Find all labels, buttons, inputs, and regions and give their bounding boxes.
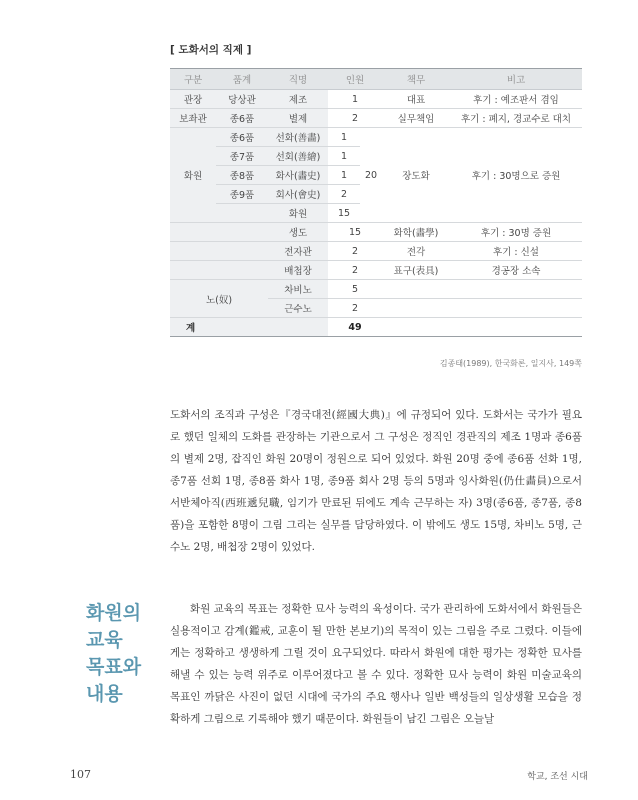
cell: 후기 : 예조판서 겸임 <box>450 90 582 109</box>
table-source: 김종태(1989), 한국화론, 일지사, 149쪽 <box>439 359 582 368</box>
cell: 2 <box>328 299 382 318</box>
cell: 경공장 소속 <box>450 261 582 280</box>
cell: 종8품 <box>216 166 268 185</box>
table-row <box>170 90 582 109</box>
cell-empty <box>450 318 582 337</box>
cell-hwawon-duty: 장도화 <box>382 128 450 223</box>
cell: 종6품 <box>216 128 268 147</box>
cell: 보좌관 <box>170 109 216 128</box>
cell-empty <box>382 299 450 318</box>
header-category: 구분 <box>170 69 216 90</box>
body-paragraph-2: 화원 교육의 목표는 정확한 묘사 능력의 육성이다. 국가 관리하에 도화서에서 화원들은 실용적이고 감계(鑑戒, 교훈이 될 만한 본보기)의 목적이 있는 그림을 주로 그렸다. 이들에게는 정확하고 생생하게 그릴 것이 요구되었다. 따라서 화원에 대한 평가는 정확한 묘사를 해낼 수 있는 능력 위주로 이루어졌다고 볼 수 있다. 정확한 묘사 능력이 화원 미술교육의 목표인 까닭은 사진이 없던 시대에 국가의 주요 행사나 일반 백성들의 일상생활 모습을 정확하게 그림으로 기록해야 했기 때문이다. 화원들이 남긴 그림은 오늘날 <box>170 603 582 725</box>
cell <box>216 204 268 223</box>
cell: 선회(善繪) <box>268 147 328 166</box>
table-header-row <box>170 69 582 90</box>
total-value: 49 <box>328 318 382 337</box>
side-heading-line: 내용 <box>86 683 123 705</box>
cell: 후기 : 폐지, 경교수로 대치 <box>450 109 582 128</box>
cell: 대표 <box>382 90 450 109</box>
table-row <box>170 109 582 128</box>
table-row <box>170 280 582 299</box>
cell: 별제 <box>268 109 328 128</box>
cell: 후기 : 30명 증원 <box>450 223 582 242</box>
group-cell-hwawon: 화원 <box>170 128 216 223</box>
cell-empty <box>382 318 450 337</box>
cell: 1 <box>328 166 360 185</box>
cell: 당상관 <box>216 90 268 109</box>
organization-table <box>170 68 582 337</box>
side-heading <box>86 600 141 708</box>
cell-empty <box>450 299 582 318</box>
cell: 1 <box>328 147 360 166</box>
cell: 제조 <box>268 90 328 109</box>
cell-empty <box>170 261 268 280</box>
header-rank: 품계 <box>216 69 268 90</box>
cell: 화학(畵學) <box>382 223 450 242</box>
table-title: [ 도화서의 직제 ] <box>170 44 252 56</box>
cell: 회사(會史) <box>268 185 328 204</box>
group-cell-no: 노(奴) <box>170 280 268 318</box>
side-heading-line: 화원의 <box>86 602 142 624</box>
cell: 2 <box>328 242 382 261</box>
running-head: 학교, 조선 시대 <box>527 772 588 782</box>
cell: 종7품 <box>216 147 268 166</box>
cell-empty <box>170 242 268 261</box>
cell-hwawon-total: 20 <box>360 128 382 223</box>
cell: 5 <box>328 280 382 299</box>
body-paragraph-1: 도화서의 조직과 구성은『경국대전(經國大典)』에 규정되어 있다. 도화서는 국가가 필요로 했던 일체의 도화를 관장하는 기관으로서 그 구성은 정직인 경관직의 제조 1명과 종6품의 별제 2명, 잡직인 화원 20명이 정원으로 되어 있었다. 화원 20명 중에 종6품 선화 1명, 종7품 선회 1명, 종8품 화사 1명, 종9품 회사 2명 등의 5명과 잉사화원(仍仕畵員)으로서 서반체아직(西班遞兒職, 임기가 만료된 뒤에도 계속 근무하는 자) 3명(종6품, 종7품, 종8품)을 포함한 8명이 그림 그리는 실무를 담당하였다. 이 밖에도 생도 15명, 차비노 5명, 근수노 2명, 배첩장 2명이 있었다. <box>170 409 582 553</box>
cell: 실무책임 <box>382 109 450 128</box>
cell: 후기 : 신설 <box>450 242 582 261</box>
cell: 생도 <box>268 223 328 242</box>
header-duty: 책무 <box>382 69 450 90</box>
cell: 2 <box>328 109 382 128</box>
cell: 1 <box>328 90 382 109</box>
cell: 전자관 <box>268 242 328 261</box>
cell: 차비노 <box>268 280 328 299</box>
cell: 화원 <box>268 204 328 223</box>
cell: 근수노 <box>268 299 328 318</box>
table-row <box>170 261 582 280</box>
cell: 15 <box>328 223 382 242</box>
cell: 2 <box>328 185 360 204</box>
cell: 전각 <box>382 242 450 261</box>
cell: 관장 <box>170 90 216 109</box>
table-row <box>170 242 582 261</box>
cell: 선화(善畵) <box>268 128 328 147</box>
header-title: 직명 <box>268 69 328 90</box>
cell-hwawon-note: 후기 : 30명으로 증원 <box>450 128 582 223</box>
table-row <box>170 223 582 242</box>
total-label: 계 <box>170 318 328 337</box>
header-note: 비고 <box>450 69 582 90</box>
table-total-row <box>170 318 582 337</box>
header-count: 인원 <box>328 69 382 90</box>
cell-empty <box>382 280 450 299</box>
side-heading-line: 목표와 <box>86 656 142 678</box>
cell-empty <box>450 280 582 299</box>
cell: 화사(畵史) <box>268 166 328 185</box>
cell: 2 <box>328 261 382 280</box>
cell-empty <box>170 223 268 242</box>
cell: 종9품 <box>216 185 268 204</box>
cell: 종6품 <box>216 109 268 128</box>
side-heading-line: 교육 <box>86 629 123 651</box>
table-row <box>170 128 582 147</box>
page-number: 107 <box>70 768 91 781</box>
cell: 15 <box>328 204 360 223</box>
cell: 1 <box>328 128 360 147</box>
cell: 표구(表具) <box>382 261 450 280</box>
cell: 배첩장 <box>268 261 328 280</box>
